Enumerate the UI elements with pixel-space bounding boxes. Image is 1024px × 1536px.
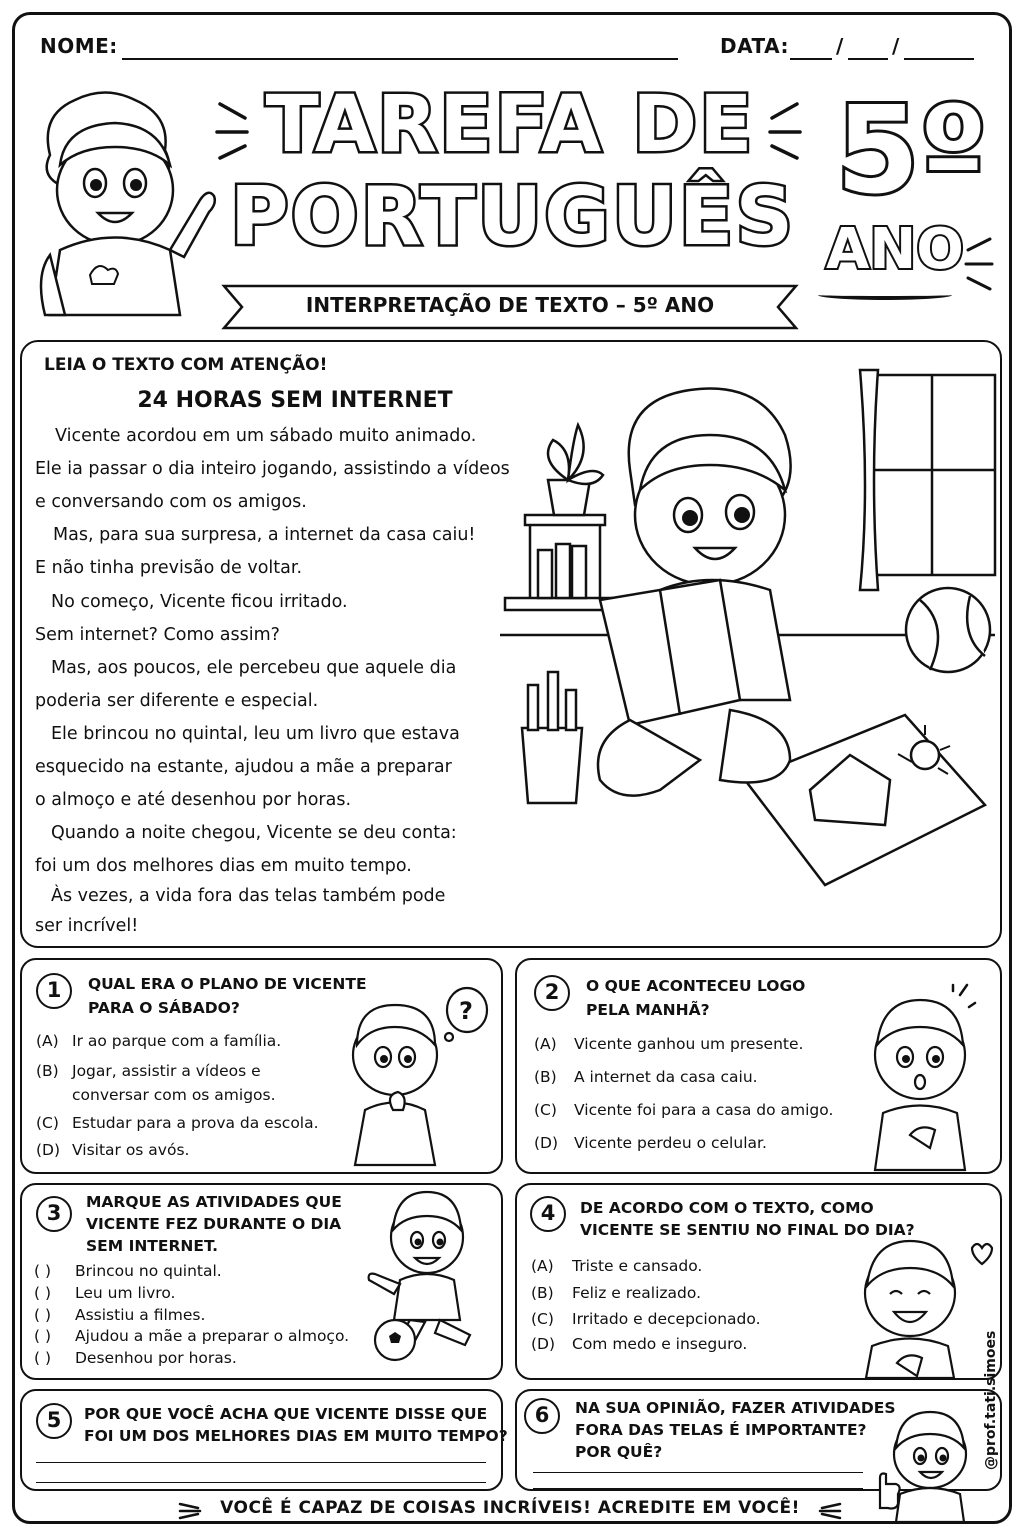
q4-option-text: Feliz e realizado. bbox=[572, 1284, 702, 1302]
q4-option-mark[interactable]: (D) bbox=[531, 1335, 556, 1353]
q4-option-mark[interactable]: (B) bbox=[531, 1284, 554, 1302]
q3-checkbox[interactable]: ( ) bbox=[34, 1327, 52, 1345]
q1-option-text: Estudar para a prova da escola. bbox=[72, 1114, 319, 1132]
story-line: No começo, Vicente ficou irritado. bbox=[51, 592, 348, 612]
story-line: E não tinha previsão de voltar. bbox=[35, 558, 303, 578]
reading-instruction: LEIA O TEXTO COM ATENÇÃO! bbox=[44, 355, 328, 375]
story-line: e conversando com os amigos. bbox=[35, 492, 307, 512]
question-5-title-line: FOI UM DOS MELHORES DIAS EM MUITO TEMPO? bbox=[84, 1427, 508, 1445]
q3-option-text: Assistiu a filmes. bbox=[75, 1306, 206, 1324]
page-title-line-2: PORTUGUÊS bbox=[230, 170, 796, 263]
date-separator: / bbox=[836, 34, 844, 58]
question-6-title-line: NA SUA OPINIÃO, FAZER ATIVIDADES bbox=[575, 1399, 896, 1417]
question-4-title-line: VICENTE SE SENTIU NO FINAL DO DIA? bbox=[580, 1221, 915, 1239]
question-number-badge: 2 bbox=[534, 975, 570, 1011]
date-separator: / bbox=[892, 34, 900, 58]
question-number-badge: 3 bbox=[36, 1196, 72, 1232]
answer-line-q5[interactable] bbox=[36, 1482, 486, 1483]
name-field[interactable] bbox=[122, 58, 678, 60]
story-line: Mas, aos poucos, ele percebeu que aquele dia bbox=[51, 658, 457, 678]
q1-option-text: Ir ao parque com a família. bbox=[72, 1032, 282, 1050]
story-line: poderia ser diferente e especial. bbox=[35, 691, 319, 711]
question-number-badge: 4 bbox=[530, 1196, 566, 1232]
q3-option-text: Desenhou por horas. bbox=[75, 1349, 237, 1367]
page-title-line-1: TAREFA DE bbox=[265, 80, 755, 170]
question-4-title-line: DE ACORDO COM O TEXTO, COMO bbox=[580, 1199, 874, 1217]
story-line: Vicente acordou em um sábado muito animado. bbox=[55, 426, 477, 446]
q3-checkbox[interactable]: ( ) bbox=[34, 1306, 52, 1324]
story-line: Mas, para sua surpresa, a internet da casa caiu! bbox=[53, 525, 476, 545]
q2-option-mark[interactable]: (C) bbox=[534, 1101, 557, 1119]
q4-option-mark[interactable]: (A) bbox=[531, 1257, 554, 1275]
grade-word: ANO bbox=[826, 217, 964, 282]
story-line: Às vezes, a vida fora das telas também pode bbox=[51, 886, 446, 906]
date-month-field[interactable] bbox=[848, 58, 888, 60]
question-6-title-line: FORA DAS TELAS É IMPORTANTE? bbox=[575, 1421, 867, 1439]
question-number-badge: 5 bbox=[36, 1403, 72, 1439]
plant-icon bbox=[548, 480, 590, 515]
answer-line-q6[interactable] bbox=[533, 1488, 863, 1489]
thumbs-up-boy-illustration bbox=[872, 1412, 972, 1522]
question-5-title-line: POR QUE VOCÊ ACHA QUE VICENTE DISSE QUE bbox=[84, 1405, 488, 1423]
story-line: foi um dos melhores dias em muito tempo. bbox=[35, 856, 412, 876]
question-6-title-line: POR QUÊ? bbox=[575, 1443, 663, 1461]
q2-option-text: Vicente foi para a casa do amigo. bbox=[574, 1101, 834, 1119]
q2-option-mark[interactable]: (D) bbox=[534, 1134, 559, 1152]
boy-reading-illustration bbox=[500, 360, 995, 840]
q4-option-text: Com medo e inseguro. bbox=[572, 1335, 748, 1353]
q1-option-mark[interactable]: (A) bbox=[36, 1032, 59, 1050]
grade-underline bbox=[818, 290, 952, 300]
question-2-title-line: PELA MANHÃ? bbox=[586, 1001, 710, 1019]
story-line: Ele brincou no quintal, leu um livro que estava bbox=[51, 724, 460, 744]
q3-option-text: Leu um livro. bbox=[75, 1284, 176, 1302]
question-3-title-line: VICENTE FEZ DURANTE O DIA bbox=[86, 1215, 342, 1233]
q2-option-mark[interactable]: (A) bbox=[534, 1035, 557, 1053]
answer-line-q6[interactable] bbox=[533, 1472, 863, 1473]
question-number-badge: 1 bbox=[36, 973, 72, 1009]
pencil-cup-icon bbox=[522, 728, 582, 803]
q1-option-mark[interactable]: (C) bbox=[36, 1114, 59, 1132]
q1-option-text: conversar com os amigos. bbox=[72, 1086, 276, 1104]
q3-option-text: Ajudou a mãe a preparar o almoço. bbox=[75, 1327, 350, 1345]
q4-option-text: Triste e cansado. bbox=[572, 1257, 703, 1275]
story-line: esquecido na estante, ajudou a mãe a preparar bbox=[35, 757, 452, 777]
q1-option-mark[interactable]: (D) bbox=[36, 1141, 61, 1159]
heart-icon bbox=[972, 1244, 992, 1264]
question-3-title-line: MARQUE AS ATIVIDADES QUE bbox=[86, 1193, 342, 1211]
story-line: ser incrível! bbox=[35, 916, 139, 936]
q1-option-text: Jogar, assistir a vídeos e bbox=[72, 1062, 261, 1080]
question-2-title-line: O QUE ACONTECEU LOGO bbox=[586, 977, 806, 995]
date-year-field[interactable] bbox=[904, 58, 974, 60]
q4-option-mark[interactable]: (C) bbox=[531, 1310, 554, 1328]
q1-option-mark[interactable]: (B) bbox=[36, 1062, 59, 1080]
question-1-title-line: QUAL ERA O PLANO DE VICENTE bbox=[88, 975, 367, 993]
footer-message: VOCÊ É CAPAZ DE COISAS INCRÍVEIS! ACREDITE EM VOCÊ! bbox=[220, 1498, 800, 1518]
q4-option-text: Irritado e decepcionado. bbox=[572, 1310, 761, 1328]
q3-option-text: Brincou no quintal. bbox=[75, 1262, 222, 1280]
q3-checkbox[interactable]: ( ) bbox=[34, 1284, 52, 1302]
story-line: Quando a noite chegou, Vicente se deu conta: bbox=[51, 823, 457, 843]
bookshelf-icon bbox=[525, 515, 605, 525]
q3-checkbox[interactable]: ( ) bbox=[34, 1262, 52, 1280]
grade-number: 5º bbox=[836, 82, 988, 221]
thinking-boy-illustration bbox=[345, 985, 490, 1165]
question-1-title-line: PARA O SÁBADO? bbox=[88, 999, 240, 1017]
date-label: DATA: bbox=[720, 34, 789, 58]
q2-option-mark[interactable]: (B) bbox=[534, 1068, 557, 1086]
story-line: Sem internet? Como assim? bbox=[35, 625, 280, 645]
story-line: Ele ia passar o dia inteiro jogando, assistindo a vídeos bbox=[35, 459, 510, 479]
boy-waving-illustration bbox=[20, 85, 220, 315]
story-title: 24 HORAS SEM INTERNET bbox=[137, 388, 453, 413]
q2-option-text: Vicente ganhou um presente. bbox=[574, 1035, 804, 1053]
answer-line-q5[interactable] bbox=[36, 1462, 486, 1463]
story-line: o almoço e até desenhou por horas. bbox=[35, 790, 352, 810]
q2-option-text: A internet da casa caiu. bbox=[574, 1068, 758, 1086]
question-number-badge: 6 bbox=[524, 1398, 560, 1434]
sparkle-lines-icon bbox=[960, 234, 996, 294]
svg-text:?: ? bbox=[459, 997, 473, 1025]
question-3-title-line: SEM INTERNET. bbox=[86, 1237, 219, 1255]
soccer-boy-illustration bbox=[365, 1192, 490, 1362]
q3-checkbox[interactable]: ( ) bbox=[34, 1349, 52, 1367]
author-handle: @prof.tati.simoes bbox=[983, 1330, 999, 1470]
q1-option-text: Visitar os avós. bbox=[72, 1141, 190, 1159]
date-day-field[interactable] bbox=[790, 58, 832, 60]
q2-option-text: Vicente perdeu o celular. bbox=[574, 1134, 767, 1152]
surprised-boy-illustration bbox=[865, 985, 975, 1170]
happy-boy-illustration bbox=[852, 1238, 992, 1378]
name-label: NOME: bbox=[40, 34, 118, 58]
subtitle: INTERPRETAÇÃO DE TEXTO – 5º ANO bbox=[305, 293, 715, 317]
